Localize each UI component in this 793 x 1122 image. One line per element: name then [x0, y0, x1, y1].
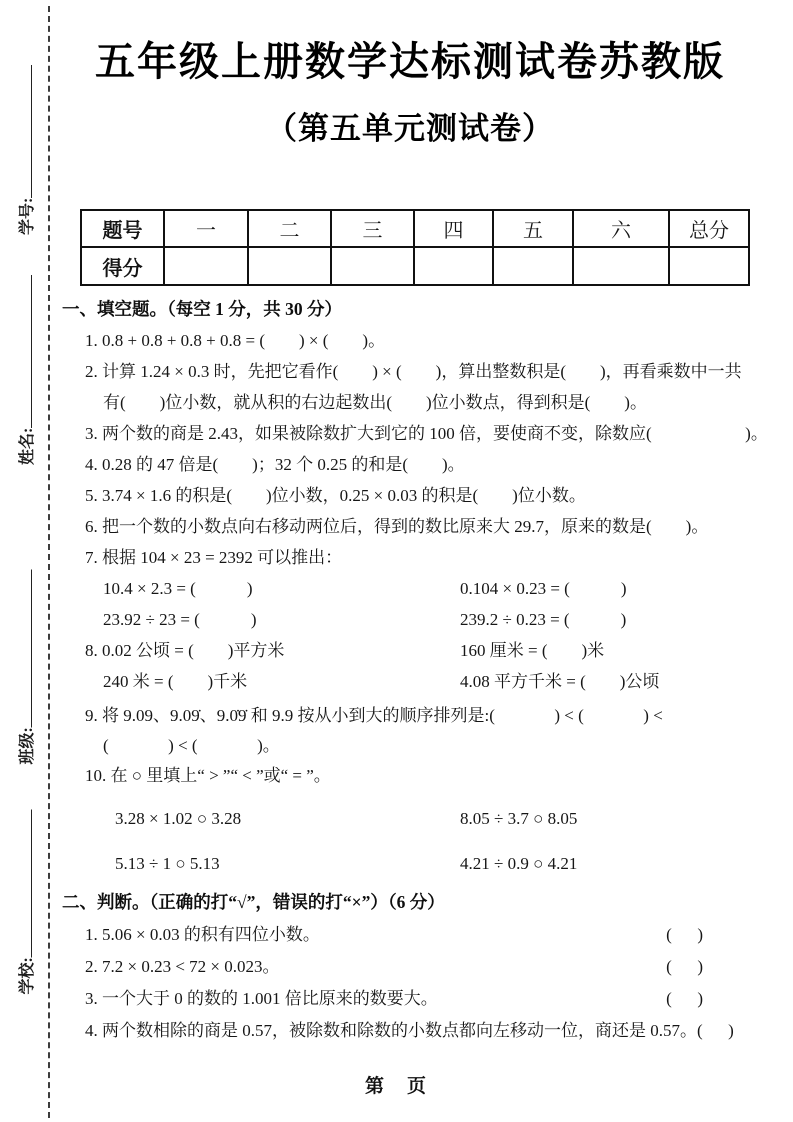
judge-bracket: ( ) [666, 925, 703, 944]
judge-line [60, 1019, 760, 1042]
equation-right: 160 厘米 = ( )米 [460, 641, 605, 660]
judge-bracket: ( ) [666, 957, 703, 976]
score-cell-empty [164, 247, 248, 285]
judge-text: 2. 7.2 × 0.23 < 72 × 0.023。 [85, 957, 280, 976]
comparison-left: 3.28 × 1.02 ○ 3.28 [115, 809, 242, 828]
judge-line [60, 955, 760, 978]
score-table-header-cell: 题号 [81, 210, 164, 247]
score-table-header-cell: 六 [573, 210, 669, 247]
equation-left: 240 米 = ( )千米 [103, 672, 248, 691]
comparison-left: 5.13 ÷ 1 ○ 5.13 [115, 854, 220, 873]
equation-row [60, 608, 760, 631]
page-title: 五年级上册数学达标测试卷苏教版 [95, 40, 725, 84]
question-line: 9. 将 9.09、9.09̇、9.0̇9̇ 和 9.9 按从小到大的顺序排列是:( ) < ( ) < [85, 706, 663, 725]
score-table-header-cell: 三 [331, 210, 414, 247]
score-cell-empty [493, 247, 573, 285]
section1-heading-rest: （每空 1 分，共 30 分） [167, 299, 342, 319]
seal-item-school [14, 810, 40, 995]
question-line: 3. 两个数的商是 2.43，如果被除数扩大到它的 100 倍，要使商不变，除数应( )。 [85, 424, 768, 443]
seal-item-class [14, 570, 40, 765]
judge-line [60, 987, 760, 1010]
judge-text: 4. 两个数相除的商是 0.57，被除数和除数的小数点都向左移动一位，商还是 0.57。 [85, 1021, 697, 1040]
student-id-label: 学号: [19, 197, 36, 235]
equation-row [60, 577, 760, 600]
school-blank-line [31, 810, 32, 958]
section2-heading [60, 889, 760, 914]
student-id-blank-line [31, 65, 32, 198]
comparison-row [60, 852, 760, 875]
judge-bracket: ( ) [697, 1021, 734, 1040]
comparison-row [60, 807, 760, 830]
name-blank-line [31, 275, 32, 428]
class-blank-line [31, 570, 32, 728]
judge-bracket: ( ) [666, 989, 703, 1008]
question-line: 5. 3.74 × 1.6 的积是( )位小数，0.25 × 0.03 的积是( )位小数。 [85, 486, 586, 505]
page-subtitle: （第五单元测试卷） [266, 111, 554, 146]
question-line: 2. 计算 1.24 × 0.3 时，先把它看作( ) × ( )，算出整数积是( )，再看乘数中一共 [85, 362, 742, 381]
score-cell-empty [331, 247, 414, 285]
question-line: 有( )位小数，就从积的右边起数出( )位小数点，得到积是( )。 [103, 393, 647, 412]
question-line: 10. 在 ○ 里填上“ > ”“ < ”或“ = ”。 [85, 766, 331, 785]
question-line: 1. 0.8 + 0.8 + 0.8 + 0.8 = ( ) × ( )。 [85, 331, 386, 350]
school-label: 学校: [19, 957, 36, 995]
class-label: 班级: [19, 727, 36, 765]
score-table-header-cell: 一 [164, 210, 248, 247]
score-table-header-cell: 二 [248, 210, 331, 247]
equation-left: 8. 0.02 公顷 = ( )平方米 [85, 641, 285, 660]
section2-heading-strong: 二、判断。 [62, 892, 150, 912]
equation-row [60, 639, 760, 662]
judge-line [60, 923, 760, 946]
score-cell-empty [248, 247, 331, 285]
section1-heading [60, 296, 760, 321]
page-footer: 第 页 [364, 1076, 428, 1097]
question-line: 4. 0.28 的 47 倍是( )；32 个 0.25 的和是( )。 [85, 455, 465, 474]
test-paper [60, 0, 768, 1042]
score-row-label: 得分 [81, 247, 164, 285]
section1-heading-strong: 一、填空题。 [62, 299, 167, 319]
score-cell-empty [573, 247, 669, 285]
equation-right: 4.08 平方千米 = ( )公顷 [460, 672, 660, 691]
score-table [80, 209, 750, 286]
question-line: 7. 根据 104 × 23 = 2392 可以推出： [85, 548, 343, 567]
score-cell-empty [669, 247, 749, 285]
comparison-right: 4.21 ÷ 0.9 ○ 4.21 [460, 854, 578, 873]
seal-item-student-id [14, 65, 40, 235]
equation-left: 10.4 × 2.3 = ( ) [103, 579, 253, 598]
score-cell-empty [414, 247, 493, 285]
question-line: ( ) < ( )。 [103, 736, 280, 755]
section2-heading-rest: （正确的打“√”，错误的打“×”）（6 分） [149, 892, 445, 912]
seal-dashed-line [48, 6, 50, 1118]
equation-right: 239.2 ÷ 0.23 = ( ) [460, 610, 627, 629]
question-line: 6. 把一个数的小数点向右移动两位后，得到的数比原来大 29.7，原来的数是( )。 [85, 517, 709, 536]
seal-item-name [14, 275, 40, 465]
comparison-right: 8.05 ÷ 3.7 ○ 8.05 [460, 809, 578, 828]
judge-text: 3. 一个大于 0 的数的 1.001 倍比原来的数要大。 [85, 989, 438, 1008]
equation-right: 0.104 × 0.23 = ( ) [460, 579, 627, 598]
judge-text: 1. 5.06 × 0.03 的积有四位小数。 [85, 925, 320, 944]
score-table-header-cell: 五 [493, 210, 573, 247]
name-label: 姓名: [19, 427, 36, 465]
score-table-header-cell: 四 [414, 210, 493, 247]
equation-row [60, 670, 760, 693]
score-table-header-cell: 总分 [669, 210, 749, 247]
equation-left: 23.92 ÷ 23 = ( ) [103, 610, 257, 629]
